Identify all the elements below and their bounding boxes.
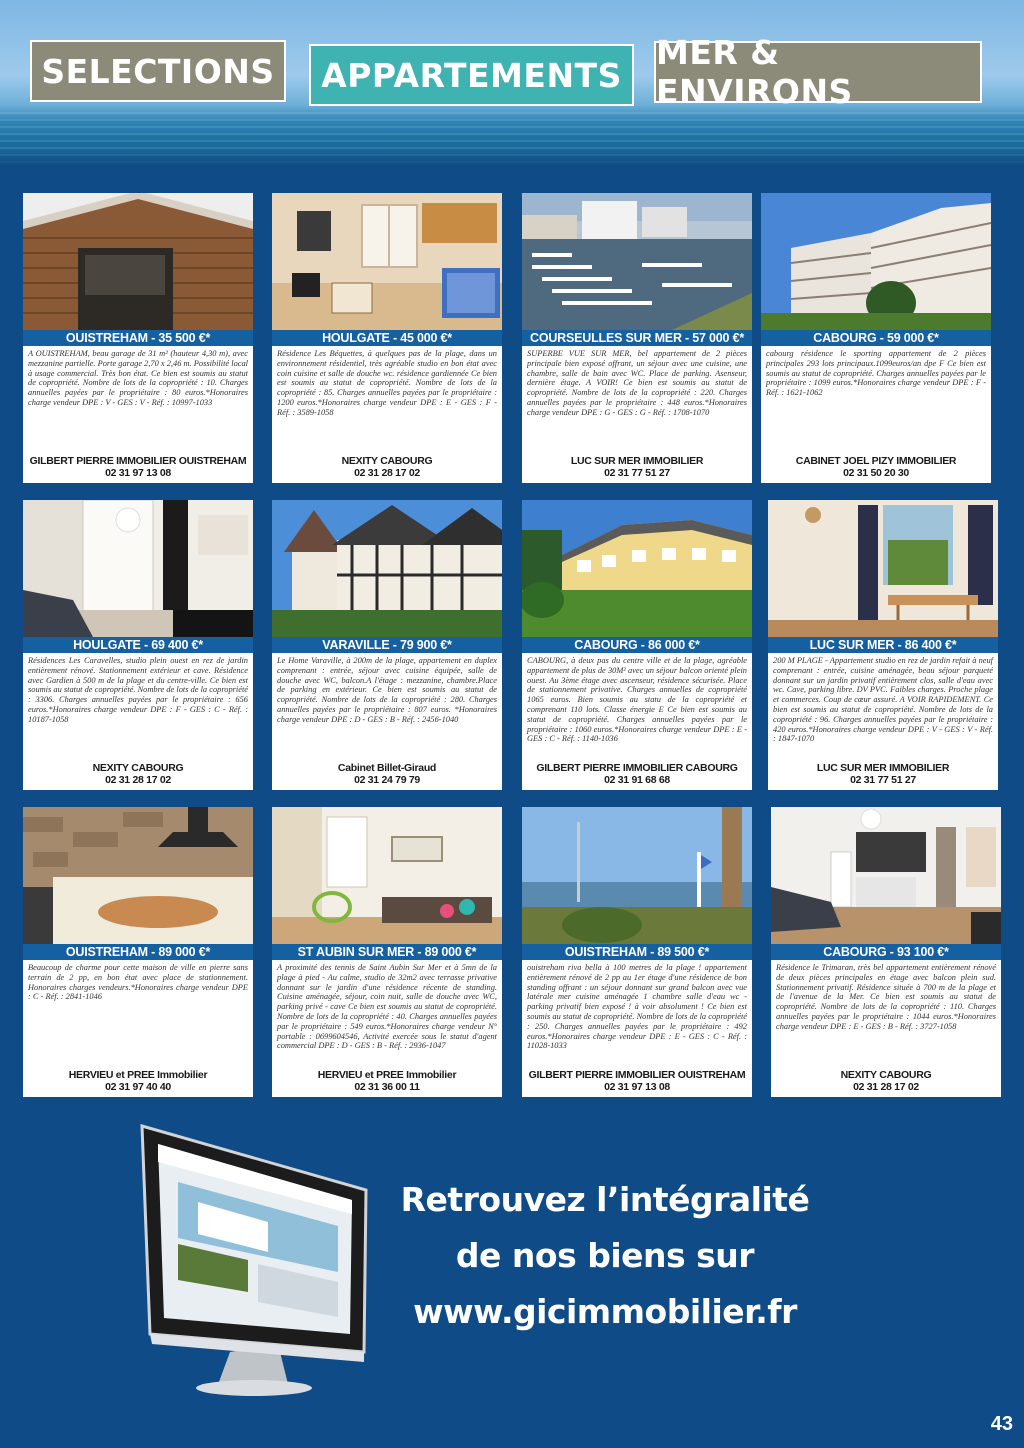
agency-name: LUC SUR MER IMMOBILIER [570,455,704,467]
listing-title: HOULGATE - 45 000 €* [272,330,502,346]
listing-photo-apartment [771,807,1001,944]
listing-agency [274,455,500,479]
listing-card[interactable] [23,193,253,483]
listing-card[interactable] [761,193,991,483]
listing-description: A proximité des tennis de Saint Aubin Sur Mer et à 5mn de la plage à pied - Au calme, studio de 32m2 avec terrasse privative donnant sur le jardin d'une résidence récente de standing. Cuisine aménagée, séjour, coin nuit, salle de douche avec WC, parking privé - cave Ce bien est soumis au statut de copropriété. Nombre de lots de la copropriété : 40. Charges annuelles payées par le propriétaire : 549 euros.*Honoraires charge vendeur N° portable : 0699604546, Activité exercée sous le statut d'agent commercial DPE : D - GES : B - Réf. : 2936-1047 [277,963,497,1051]
agency-phone: 02 31 36 00 11 [354,1081,420,1093]
listing-photo-kitchen [23,807,253,944]
listing-agency [524,1069,750,1093]
listing-agency [770,762,996,786]
listing-photo-sea-view [522,807,752,944]
header-banner [0,0,1024,168]
listing-title: OUISTREHAM - 89 000 €* [23,944,253,960]
listing-photo-garage [23,193,253,330]
agency-name: NEXITY CABOURG [341,455,433,467]
agency-name: GILBERT PIERRE IMMOBILIER OUISTREHAM [528,1069,746,1081]
agency-name: Cabinet Billet-Giraud [337,762,437,774]
listing-description: Le Home Varaville, à 200m de la plage, appartement en duplex comprenant : entrée, séjour avec cuisine équipée, salle de douche avec WC, balcon.A l'étage : mezzanine, chambre.Place de parking en extérieur. Ce bien est soumis au statut de copropriété. Nombre de lots de la copropriété : 280. Charges annuelles payées par le propriétaire : 807 euros. *Honoraires charge vendeur DPE : D - GES : B - Réf. : 2456-1040 [277,656,497,724]
listing-title: HOULGATE - 69 400 €* [23,637,253,653]
listing-photo-living-room [272,807,502,944]
listing-description: CABOURG, à deux pas du centre ville et de la plage, agréable appartement de plus de 30M² avec un séjour balcon orienté plein ouest. Au 3ème étage avec ascenseur, résidence sécurisée. Place de stationnement privative. Charges annuelles de copropriété 1065 euros. Bien soumis au statu de la copropriété et comprenant 110 lots. Classe énergie E Ce bien est soumis au statut de copropriété. Charges annuelles payées par le propriétaire : 1060 euros.*Honoraires charge vendeur DPE : E - GES : C - Réf. : 1140-1036 [527,656,747,744]
listing-title: OUISTREHAM - 89 500 €* [522,944,752,960]
listing-title: CABOURG - 86 000 €* [522,637,752,653]
listing-card[interactable] [23,500,253,790]
listing-agency [25,1069,251,1093]
listing-agency [25,762,251,786]
listing-agency [524,762,750,786]
listing-description: SUPERBE VUE SUR MER, bel appartement de 2 pièces principale bien exposé offrant, un séjour avec une cuisine, une chambre, salle de bain avec WC. Place de parking. Asenseur, dernière étage. A VOIR! Ce bien est soumis au statut de copropriété. Nombre de lots de la copropriété : 220. Charges annuelles payées par le propriétaire : 448 euros.*Honoraires charge vendeur DPE : G - GES : G - Réf. : 1708-1070 [527,349,747,417]
listing-title: COURSEULLES SUR MER - 57 000 €* [522,330,752,346]
listing-card[interactable] [522,500,752,790]
agency-name: HERVIEU et PREE Immobilier [68,1069,208,1081]
listing-agency [274,1069,500,1093]
agency-phone: 02 31 28 17 02 [853,1081,919,1093]
agency-phone: 02 31 97 13 08 [604,1081,670,1093]
listing-description: Résidence Les Béquettes, à quelques pas de la plage, dans un environnement résidentiel, très agréable studio en bon état avec coin cuisine et salle de douche wc. résidence gardiennée Ce bien est soumis au statut de copropriété. Nombre de lots de la copropriété : 85. Charges annuelles payées par le propriétaire : 1200 euros.*Honoraires charge vendeur DPE : E - GES : F - Réf. : 3589-1058 [277,349,497,417]
agency-phone: 02 31 50 20 30 [843,467,909,479]
tab-appartements[interactable]: APPARTEMENTS [309,44,634,106]
agency-name: CABINET JOEL PIZY IMMOBILIER [795,455,957,467]
listing-agency [274,762,500,786]
listing-agency [524,455,750,479]
agency-name: HERVIEU et PREE Immobilier [317,1069,457,1081]
listing-card[interactable] [23,807,253,1097]
agency-phone: 02 31 77 51 27 [604,467,670,479]
monitor-illustration [138,1122,370,1397]
listing-title: LUC SUR MER - 86 400 €* [768,637,998,653]
promo-text [380,1172,830,1340]
agency-phone: 02 31 97 40 40 [105,1081,171,1093]
listing-description: 200 M PLAGE - Appartement studio en rez de jardin refait à neuf comprenant : entrée, cuisine aménagée, beau séjour parqueté donnant sur un jardin privatif entièrement clos, salle d'eau avec wc. Cave, parking libre. DV PVC. Faibles charges. Proche plage et commerces. Coup de cœur assuré. A VOIR RAPIDEMENT. Ce bien est soumis au statut de copropriété. Nombre de lots de la copropriété : 96. Charges annuelles payées par le propriétaire : 420 euros.*Honoraires charge vendeur DPE : V - GES : V - Réf. : 1847-1070 [773,656,993,744]
page-number: 43 [990,1413,1013,1435]
listing-agency [25,455,251,479]
agency-phone: 02 31 77 51 27 [850,774,916,786]
listing-description: Résidence le Trimaran, très bel appartement entièrement rénové de deux pièces principales en étage avec balcon plein sud. Stationnement privatif. Résidence située à 700 m de la plage et de l'avenue de la Mer. Ce bien est soumis au statut de copropriété. Nombre de lots de la copropriété : 110. Charges annuelles payées par le propriétaire : 1044 euros.*Honoraires charge vendeur DPE : E - GES : B - Réf. : 3727-1058 [776,963,996,1031]
listing-photo-studio [272,193,502,330]
agency-name: NEXITY CABOURG [840,1069,932,1081]
listing-description: ouistreham riva bella à 100 metres de la plage ! appartement entièrement rénové de 2 pp au 1er étage d'une résidence de bon standing offrant : un séjour donnant sur grand balcon avec vue latérale mer cuisine aménagée 1 chambre salle d'eau wc - parking privatif bien exposé ! à voir absolument ! Ce bien est soumis au statut de copropriété. Nombre de lots de la copropriété : 250. Charges annuelles payées par le propriétaire : 492 euros.*Honoraires charge vendeur DPE : E - GES : C - Réf. : 11028-1033 [527,963,747,1051]
listing-card[interactable] [272,193,502,483]
listing-card[interactable] [768,500,998,790]
listing-photo-marina [522,193,752,330]
agency-phone: 02 31 28 17 02 [105,774,171,786]
website-link[interactable]: www.gicimmobilier.fr [413,1292,797,1331]
agency-name: GILBERT PIERRE IMMOBILIER OUISTREHAM [29,455,247,467]
listing-title: CABOURG - 93 100 €* [771,944,1001,960]
listing-photo-residence [761,193,991,330]
listing-description: A OUISTREHAM, beau garage de 31 m² (hauteur 4,30 m), avec mezzanine partielle. Porte garage 2,70 x 2,46 m. Possibilité local à usage commercial. Très bon état. Ce bien est soumis au statut de copropriété. Nombre de lots de la copropriété : 10. Charges annuelles payées par le propriétaire : 80 euros.*Honoraires charge vendeur DPE : V - GES : V - Réf. : 10997-1033 [28,349,248,407]
listing-agency [773,1069,999,1093]
listing-title: ST AUBIN SUR MER - 89 000 €* [272,944,502,960]
listing-photo-half-timbered [272,500,502,637]
listing-photo-studio [23,500,253,637]
listing-photo-interior [768,500,998,637]
listing-card[interactable] [272,500,502,790]
listing-title: CABOURG - 59 000 €* [761,330,991,346]
promo-line-1: Retrouvez l’intégralité [400,1180,810,1219]
promo-line-2: de nos biens sur [455,1236,755,1275]
agency-name: NEXITY CABOURG [92,762,184,774]
listing-card[interactable] [771,807,1001,1097]
agency-phone: 02 31 28 17 02 [354,467,420,479]
tab-mer-environs[interactable]: MER & ENVIRONS [654,41,982,103]
listing-agency [763,455,989,479]
agency-phone: 02 31 97 13 08 [105,467,171,479]
listing-photo-residence [522,500,752,637]
listing-description: Résidences Les Caravelles, studio plein ouest en rez de jardin entièrement rénové. Stationnement extérieur et cave. Résidence avec Gardien à 500 m de la plage et du centre-ville. Ce bien est soumis au statut de copropriété. Nombre de lots de la copropriété : 3306. Charges annuelles payées par le propriétaire : 656 euros.*Honoraires charge vendeur DPE : F - GES : C - Réf. : 10187-1058 [28,656,248,724]
listing-title: OUISTREHAM - 35 500 €* [23,330,253,346]
listing-description: cabourg résidence le sporting appartement de 2 pièces principales 293 lots principaux.1099euros/an dpe F Ce bien est soumis au statut de copropriété. Charges annuelles payées par le propriétaire : 1099 euros.*Honoraires charge vendeur DPE : F - Réf. : 1621-1062 [766,349,986,398]
tab-selections[interactable]: SELECTIONS [30,40,286,102]
listing-card[interactable] [272,807,502,1097]
listing-description: Beaucoup de charme pour cette maison de ville en pierre sans terrain de 2 pp, en bon état avec place de stationnement. Honoraires charges vendeurs.*Honoraires charge vendeur DPE : C - Réf. : 2841-1046 [28,963,248,1002]
agency-name: GILBERT PIERRE IMMOBILIER CABOURG [536,762,738,774]
listing-card[interactable] [522,807,752,1097]
agency-phone: 02 31 24 79 79 [354,774,420,786]
agency-name: LUC SUR MER IMMOBILIER [816,762,950,774]
listing-card[interactable] [522,193,752,483]
agency-phone: 02 31 91 68 68 [604,774,670,786]
listing-title: VARAVILLE - 79 900 €* [272,637,502,653]
